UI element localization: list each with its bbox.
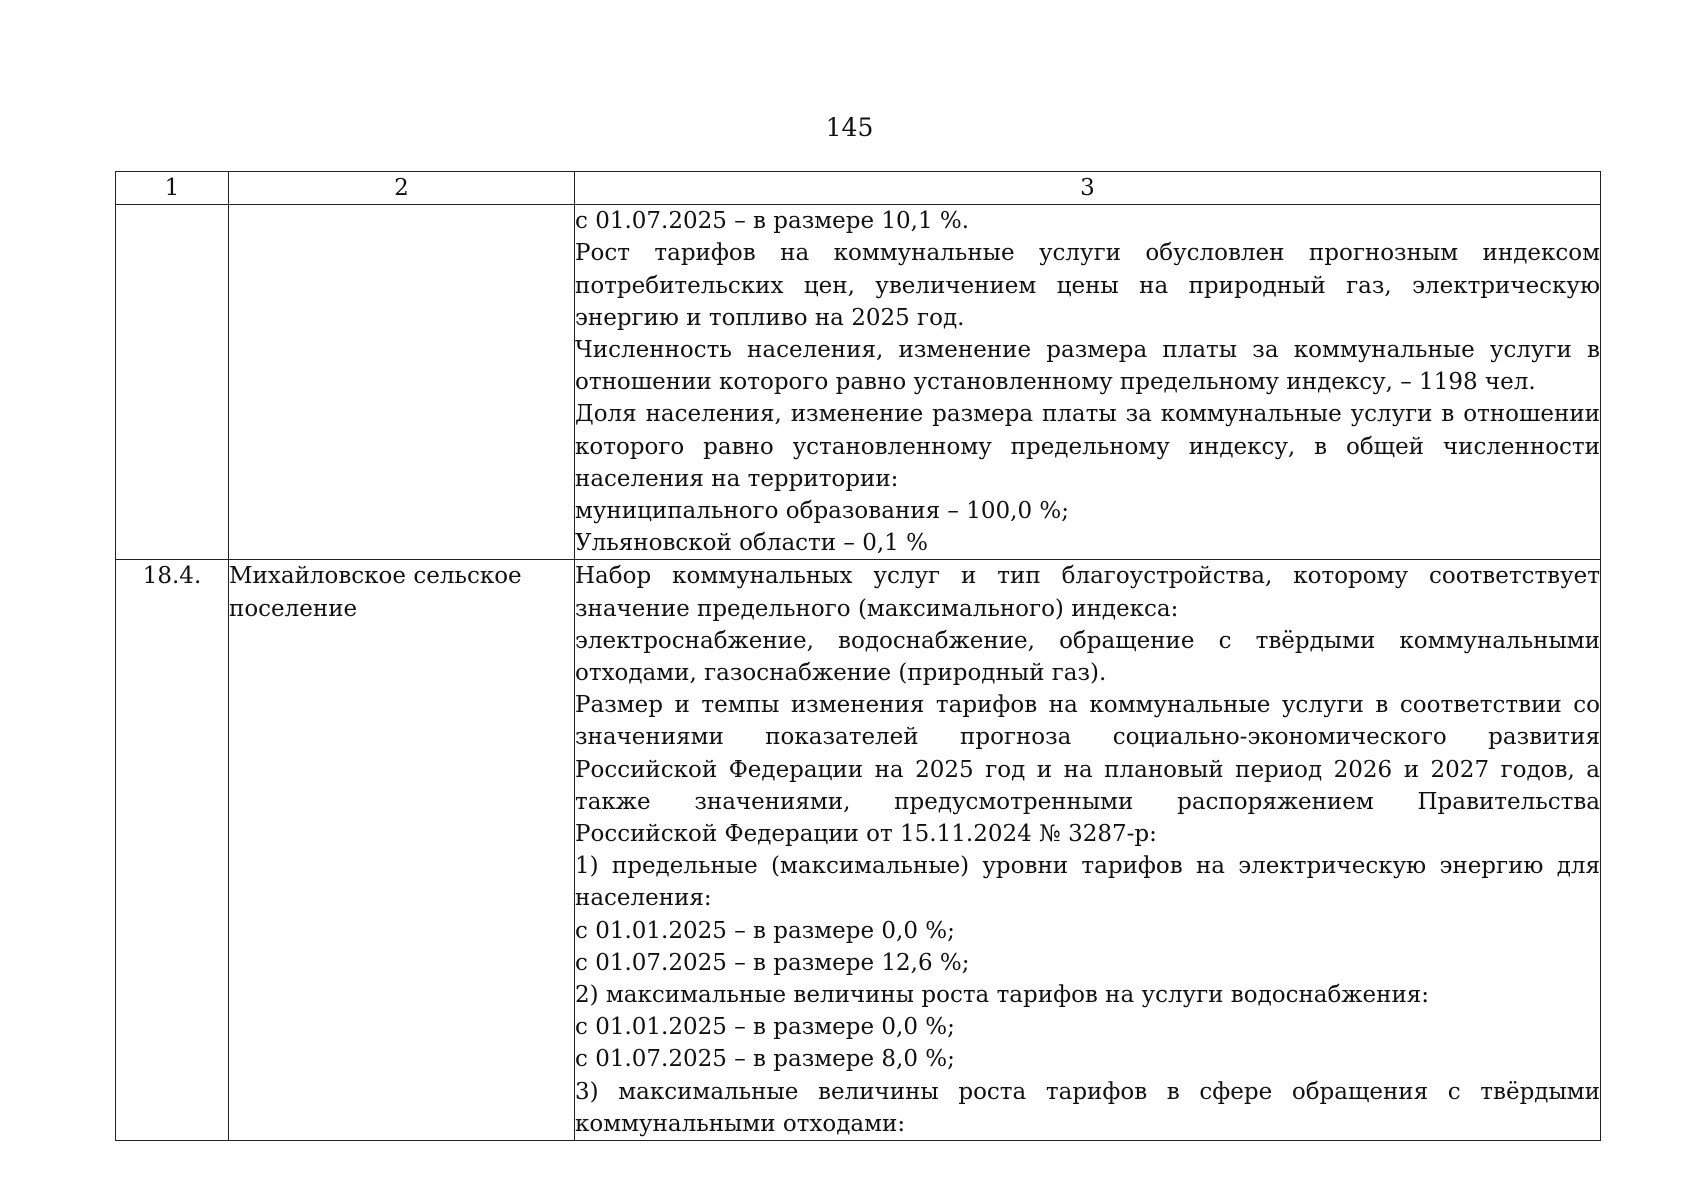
row-number-cell — [116, 205, 229, 560]
table-row — [116, 205, 1601, 560]
paragraph: с 01.01.2025 – в размере 0,0 %; — [575, 1014, 955, 1041]
paragraph: электроснабжение, водоснабжение, обращение с твёрдыми коммунальными отходами, газоснабжение (природный газ). — [575, 627, 1600, 687]
paragraph: с 01.07.2025 – в размере 12,6 %; — [575, 949, 970, 976]
column-header-1: 1 — [116, 172, 229, 205]
paragraph: Размер и темпы изменения тарифов на коммунальные услуги в соответствии со значениями показателей прогноза социально-экономического развития Российской Федерации на 2025 год и на плановый период 2026 и 2027 годов, а также значениями, предусмотренными распоряжением Правительства Российской Федерации от 15.11.2024 № 3287-р: — [575, 692, 1600, 848]
paragraph: 3) максимальные величины роста тарифов в сфере обращения с твёрдыми коммунальными отходами: — [575, 1078, 1600, 1137]
paragraph: Рост тарифов на коммунальные услуги обусловлен прогнозным индексом потребительских цен, увеличением цены на природный газ, электрическую энергию и топливо на 2025 год. — [575, 240, 1600, 331]
description-cell — [575, 560, 1601, 1141]
paragraph: муниципального образования – 100,0 %; — [575, 498, 1069, 525]
column-header-3: 3 — [575, 172, 1601, 205]
column-header-2: 2 — [229, 172, 575, 205]
paragraph: с 01.07.2025 – в размере 10,1 %. — [575, 208, 970, 235]
tariff-table — [115, 171, 1601, 1141]
paragraph: Численность населения, изменение размера платы за коммунальные услуги в отношении которого равно установленному предельному индексу, – 1198 чел. — [575, 337, 1600, 396]
paragraph: 2) максимальные величины роста тарифов на услуги водоснабжения: — [575, 982, 1430, 1009]
table-row — [116, 560, 1601, 1141]
table-header-row — [116, 172, 1601, 205]
paragraph: 1) предельные (максимальные) уровни тарифов на электрическую энергию для населения: — [575, 853, 1600, 912]
page-number: 145 — [825, 113, 874, 142]
paragraph: с 01.01.2025 – в размере 0,0 %; — [575, 917, 955, 944]
paragraph: Ульяновской области – 0,1 % — [575, 530, 928, 557]
paragraph: Набор коммунальных услуг и тип благоустройства, которому соответствует значение предельного (максимального) индекса: — [575, 563, 1600, 622]
settlement-name-cell: Михайловское сельское поселение — [229, 560, 575, 1141]
description-cell — [575, 205, 1601, 560]
row-number-cell: 18.4. — [116, 560, 229, 1141]
paragraph: Доля населения, изменение размера платы за коммунальные услуги в отношении которого равно установленному предельному индексу, в общей численности населения на территории: — [575, 401, 1600, 492]
paragraph: с 01.07.2025 – в размере 8,0 %; — [575, 1046, 955, 1073]
settlement-name-cell — [229, 205, 575, 560]
